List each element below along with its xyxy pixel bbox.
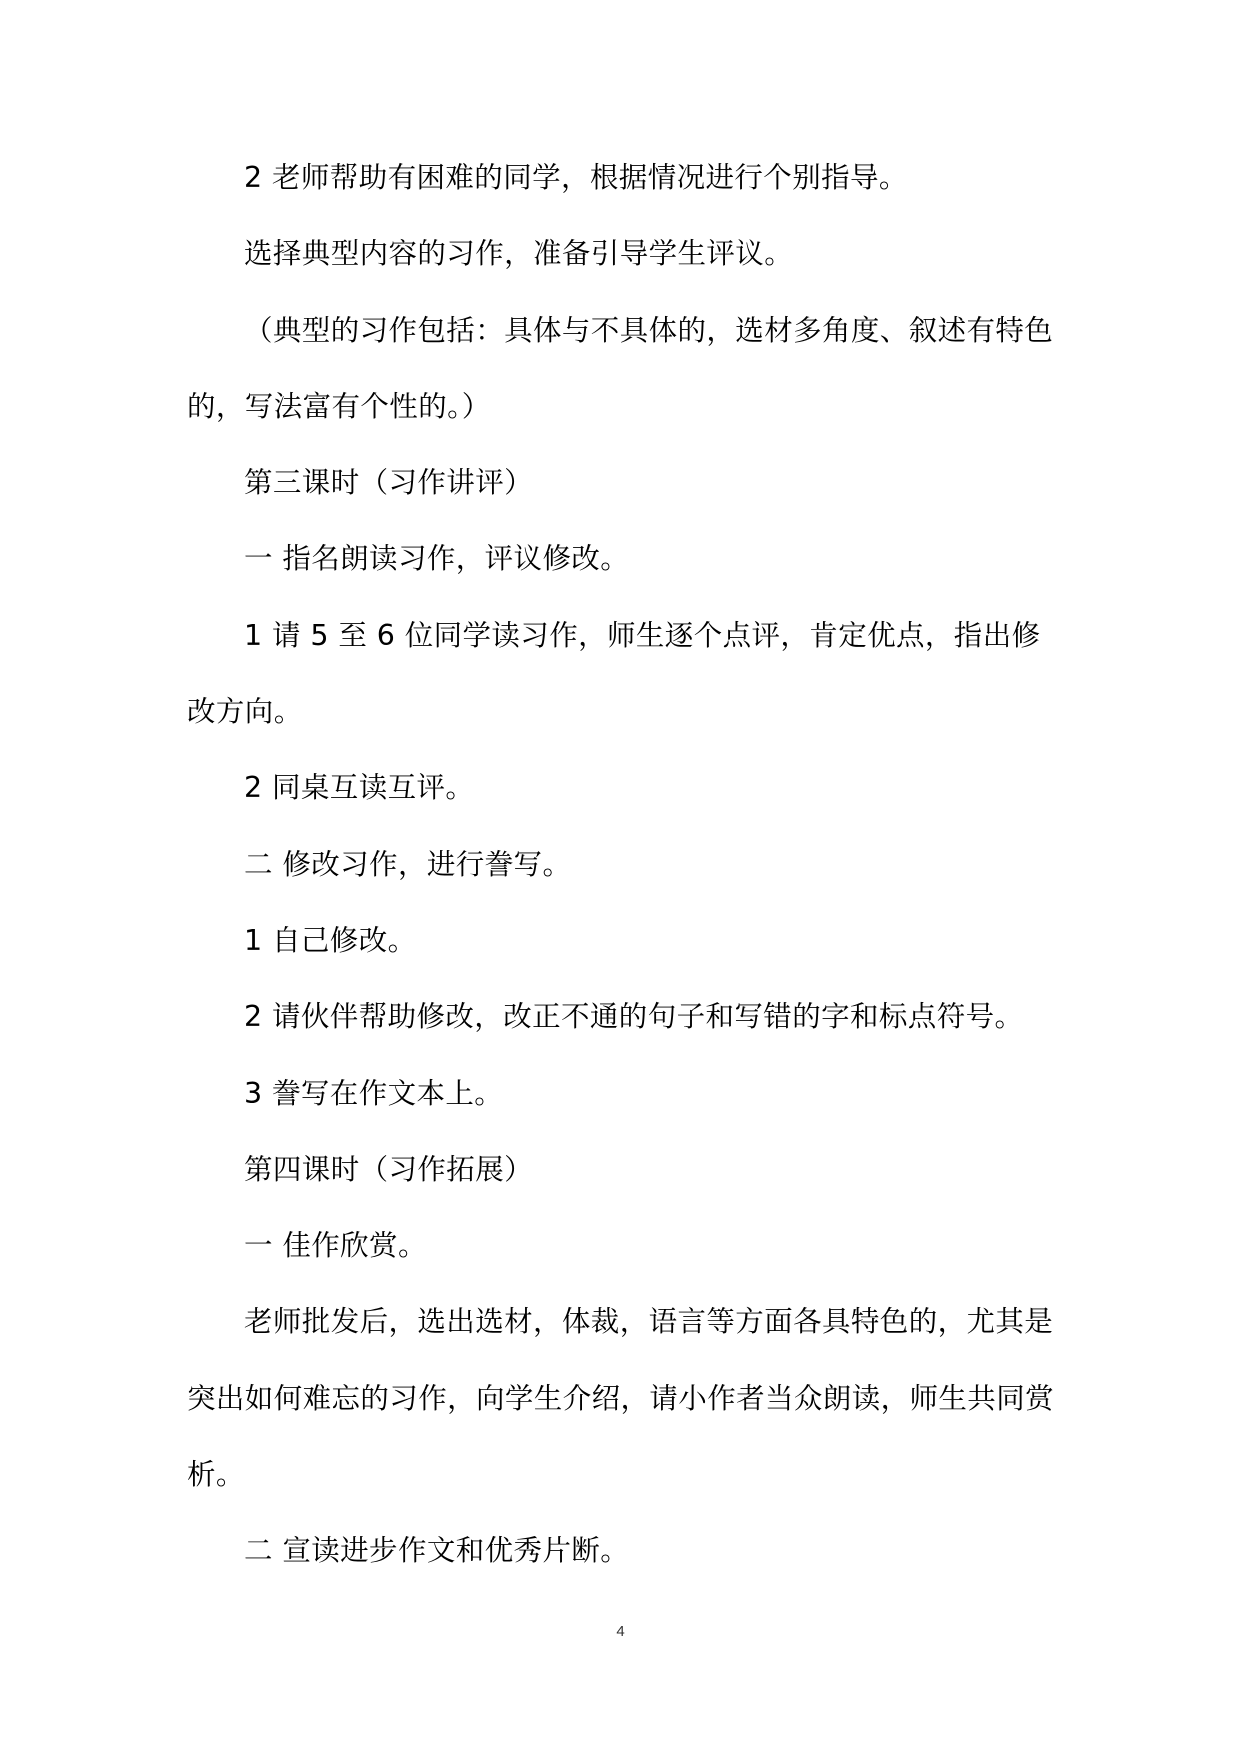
paragraph: 1 请 5 至 6 位同学读习作，师生逐个点评，肯定优点，指出修改方向。 [187, 618, 1041, 729]
paragraph: 2 老师帮助有困难的同学，根据情况进行个别指导。 [244, 161, 908, 194]
paragraph: 一 指名朗读习作，评议修改。 [244, 542, 630, 576]
paragraph: 二 修改习作，进行誊写。 [244, 847, 572, 881]
document-body [187, 140, 1057, 1590]
paragraph: 2 请伙伴帮助修改，改正不通的句子和写错的字和标点符号。 [244, 1000, 1024, 1034]
paragraph: （典型的习作包括：具体与不具体的，选材多角度、叙述有特色的，写法富有个性的。） [187, 313, 1054, 423]
paragraph: 3 誊写在作文本上。 [244, 1076, 504, 1110]
paragraph: 老师批发后，选出选材，体裁，语言等方面各具特色的，尤其是突出如何难忘的习作，向学生介绍，请小作者当众朗读，师生共同赏析。 [187, 1305, 1055, 1492]
section-heading: 第四课时（习作拓展） [244, 1152, 534, 1186]
paragraph: 2 同桌互读互评。 [244, 771, 475, 805]
paragraph: 选择典型内容的习作，准备引导学生评议。 [244, 237, 794, 271]
page-number: 4 [616, 1623, 625, 1640]
paragraph: 二 宣读进步作文和优秀片断。 [244, 1534, 630, 1568]
paragraph: 一 佳作欣赏。 [244, 1229, 427, 1263]
paragraph: 1 自己修改。 [244, 923, 417, 957]
section-heading: 第三课时（习作讲评） [244, 466, 534, 500]
